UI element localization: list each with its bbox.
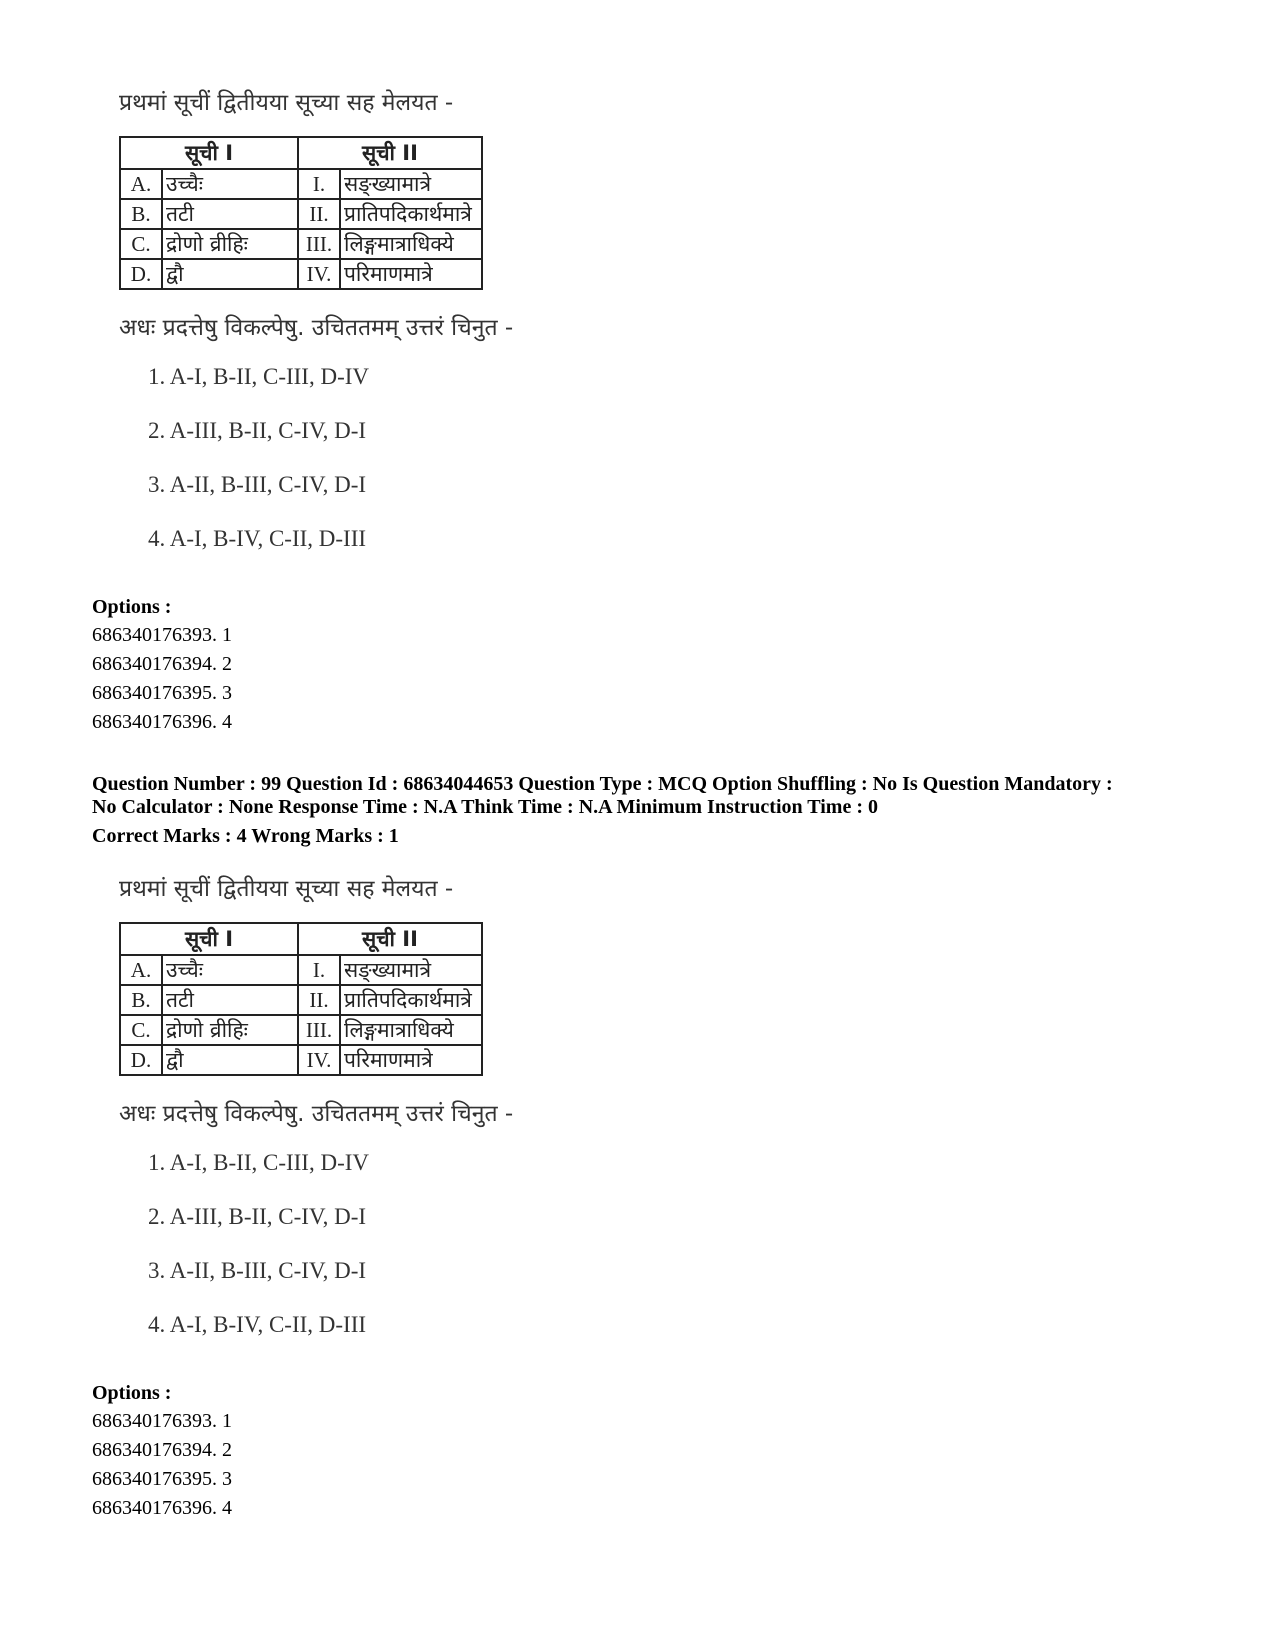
choice-item: 3. A-II, B-III, C-IV, D-I	[148, 1258, 367, 1283]
options-list	[92, 1410, 232, 1526]
row-key: B.	[120, 985, 162, 1015]
row-key: A.	[120, 955, 162, 985]
row-value: उच्चैः	[162, 169, 298, 199]
option-item: 686340176394. 2	[92, 1439, 232, 1461]
choice-item: 2. A-III, B-II, C-IV, D-I	[148, 1204, 367, 1229]
row-key: II.	[298, 199, 340, 229]
row-key: IV.	[298, 259, 340, 289]
question-instruction: प्रथमां सूचीं द्वितीयया सूच्या सह मेलयत -	[119, 876, 454, 902]
question-marks: Correct Marks : 4 Wrong Marks : 1	[92, 825, 399, 847]
option-item: 686340176393. 1	[92, 1410, 232, 1432]
option-item: 686340176395. 3	[92, 1468, 232, 1490]
row-value: प्रातिपदिकार्थमात्रे	[340, 199, 482, 229]
table-row	[120, 1015, 482, 1045]
table-row	[120, 199, 482, 229]
options-list	[92, 624, 232, 740]
row-key: D.	[120, 1045, 162, 1075]
table-row	[120, 169, 482, 199]
options-label: Options :	[92, 1382, 172, 1404]
question-prompt: अधः प्रदत्तेषु विकल्पेषु. उचिततमम् उत्तरं चिनुत -	[119, 315, 514, 341]
row-key: B.	[120, 199, 162, 229]
choice-item: 4. A-I, B-IV, C-II, D-III	[148, 1312, 367, 1337]
row-key: I.	[298, 169, 340, 199]
table-row	[120, 955, 482, 985]
row-value: तटी	[162, 199, 298, 229]
question-meta-line-2: No Calculator : None Response Time : N.A Think Time : N.A Minimum Instruction Time : 0	[92, 796, 878, 818]
row-key: A.	[120, 169, 162, 199]
table-row	[120, 985, 482, 1015]
row-value: लिङ्गमात्राधिक्ये	[340, 229, 482, 259]
choice-item: 3. A-II, B-III, C-IV, D-I	[148, 472, 367, 497]
row-value: परिमाणमात्रे	[340, 259, 482, 289]
choice-item: 1. A-I, B-II, C-III, D-IV	[148, 1150, 369, 1175]
question-prompt: अधः प्रदत्तेषु विकल्पेषु. उचिततमम् उत्तरं चिनुत -	[119, 1101, 514, 1127]
question-meta-line-1: Question Number : 99 Question Id : 68634044653 Question Type : MCQ Option Shuffling : No Is Question Mandatory :	[92, 773, 1113, 795]
row-value: सङ्ख्यामात्रे	[340, 955, 482, 985]
list-2-header: सूची II	[298, 923, 482, 955]
choice-list	[148, 364, 369, 580]
table-row	[120, 1045, 482, 1075]
row-key: IV.	[298, 1045, 340, 1075]
choice-item: 2. A-III, B-II, C-IV, D-I	[148, 418, 367, 443]
row-value: तटी	[162, 985, 298, 1015]
row-value: द्वौ	[162, 1045, 298, 1075]
option-item: 686340176396. 4	[92, 711, 232, 733]
choice-item: 1. A-I, B-II, C-III, D-IV	[148, 364, 369, 389]
row-key: C.	[120, 229, 162, 259]
option-item: 686340176395. 3	[92, 682, 232, 704]
row-value: लिङ्गमात्राधिक्ये	[340, 1015, 482, 1045]
options-label: Options :	[92, 596, 172, 618]
list-2-header: सूची II	[298, 137, 482, 169]
question-instruction: प्रथमां सूचीं द्वितीयया सूच्या सह मेलयत -	[119, 90, 454, 116]
row-value: द्वौ	[162, 259, 298, 289]
row-key: II.	[298, 985, 340, 1015]
choice-list	[148, 1150, 369, 1366]
row-key: C.	[120, 1015, 162, 1045]
option-item: 686340176393. 1	[92, 624, 232, 646]
option-item: 686340176396. 4	[92, 1497, 232, 1519]
row-value: द्रोणो व्रीहिः	[162, 1015, 298, 1045]
match-table	[119, 136, 483, 290]
row-value: परिमाणमात्रे	[340, 1045, 482, 1075]
row-value: द्रोणो व्रीहिः	[162, 229, 298, 259]
row-key: III.	[298, 1015, 340, 1045]
table-row	[120, 229, 482, 259]
row-key: D.	[120, 259, 162, 289]
list-1-header: सूची I	[120, 137, 298, 169]
row-key: I.	[298, 955, 340, 985]
row-value: सङ्ख्यामात्रे	[340, 169, 482, 199]
match-table	[119, 922, 483, 1076]
row-value: प्रातिपदिकार्थमात्रे	[340, 985, 482, 1015]
row-key: III.	[298, 229, 340, 259]
choice-item: 4. A-I, B-IV, C-II, D-III	[148, 526, 367, 551]
row-value: उच्चैः	[162, 955, 298, 985]
option-item: 686340176394. 2	[92, 653, 232, 675]
table-row	[120, 259, 482, 289]
list-1-header: सूची I	[120, 923, 298, 955]
